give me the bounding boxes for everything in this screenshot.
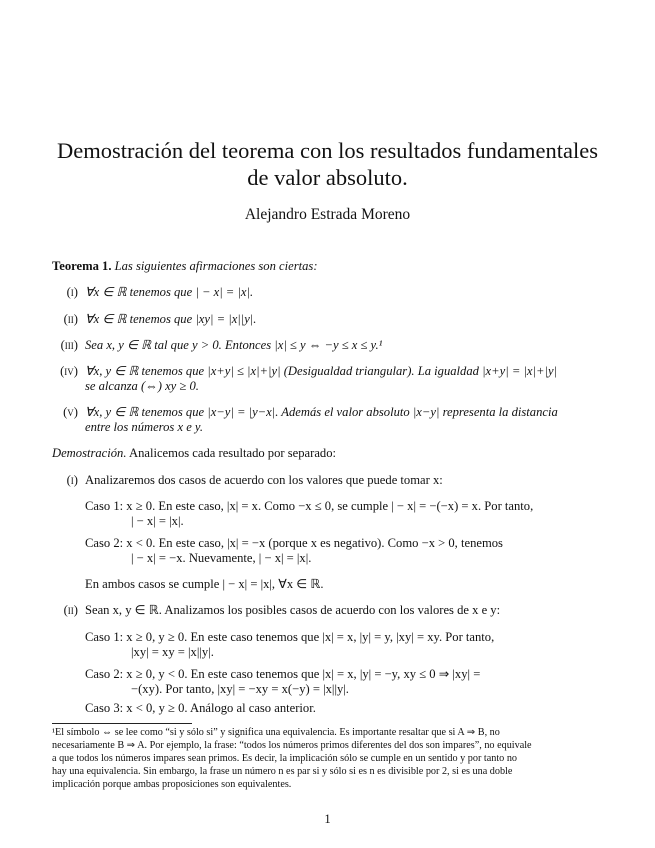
footnote-line-4: hay una equivalencia. Sin embargo, la frase un número n es par si y sólo si es n es divisible por 2, si es una doble [52, 766, 513, 777]
title-line-1: Demostración del teorema con los resultados fundamentales [56, 138, 599, 163]
footnote-line-5: implicación porque ambas proposiciones son equivalentes. [52, 779, 292, 790]
paper-title [40, 137, 615, 191]
footnote-rule [52, 723, 192, 724]
theorem-statement: Las siguientes afirmaciones son ciertas: [114, 259, 318, 273]
theorem-item-3: Sea x, y ∈ ℝ tal que y > 0. Entonces |x| ≤ y ⇔ −y ≤ x ≤ y.¹ [85, 338, 383, 352]
theorem-item-5-num: (v) [63, 405, 78, 419]
proof-1-conclusion: En ambos casos se cumple | − x| = |x|, ∀x ∈ ℝ. [85, 577, 324, 591]
proof-1-case-1-line-2: | − x| = |x|. [131, 514, 184, 528]
proof-2-case-1-line-2: |xy| = xy = |x||y|. [131, 645, 214, 659]
proof-1-case-2-line-2: | − x| = −x. Nuevamente, | − x| = |x|. [131, 551, 312, 565]
theorem-item-5-line-2: entre los números x e y. [85, 420, 203, 434]
proof-2-case-1-line-1: Caso 1: x ≥ 0, y ≥ 0. En este caso tenemos que |x| = x, |y| = y, |xy| = xy. Por tanto, [85, 630, 495, 644]
proof-1-case-2-line-1: Caso 2: x < 0. En este caso, |x| = −x (porque x es negativo). Como −x > 0, tenemos [85, 536, 503, 550]
proof-label: Demostración. [52, 446, 127, 460]
footnote-line-1: ¹El símbolo ⇔ se lee como “si y sólo si” y significa una equivalencia. Es importante resaltar que si A ⇒ B, no [52, 727, 500, 738]
theorem-label: Teorema 1. [52, 259, 112, 273]
proof-2-case-2-line-1: Caso 2: x ≥ 0, y < 0. En este caso tenemos que |x| = x, |y| = −y, xy ≤ 0 ⇒ |xy| = [85, 667, 481, 681]
proof-part-2-text: Sean x, y ∈ ℝ. Analizamos los posibles casos de acuerdo con los valores de x e y: [85, 603, 501, 617]
proof-part-2-num: (ii) [63, 603, 78, 617]
footnote-line-3: a que todos los números impares sean primos. Es decir, la implicación sólo se cumple en un sentido y por tanto no [52, 753, 518, 764]
theorem-item-3-num: (iii) [60, 338, 78, 352]
proof-1-case-1-line-1: Caso 1: x ≥ 0. En este caso, |x| = x. Como −x ≤ 0, se cumple | − x| = −(−x) = x. Por tanto, [85, 499, 534, 513]
title-line-2: de valor absoluto. [247, 165, 408, 190]
theorem-item-4-num: (iv) [60, 364, 78, 378]
theorem-item-5-line-1: ∀x, y ∈ ℝ tenemos que |x−y| = |y−x|. Además el valor absoluto |x−y| representa la distancia [85, 405, 558, 419]
page-number: 1 [324, 812, 331, 826]
proof-part-1-text: Analizaremos dos casos de acuerdo con los valores que puede tomar x: [85, 473, 443, 487]
proof-2-case-2-line-2: −(xy). Por tanto, |xy| = −xy = x(−y) = |x||y|. [131, 682, 349, 696]
theorem-item-2: ∀x ∈ ℝ tenemos que |xy| = |x||y|. [85, 312, 257, 326]
theorem-item-2-num: (ii) [63, 312, 78, 326]
theorem-item-1-num: (i) [66, 285, 78, 299]
theorem-item-4-line-2: se alcanza (⇔) xy ≥ 0. [85, 379, 199, 393]
theorem-heading [52, 258, 318, 274]
author-name: Alejandro Estrada Moreno [244, 206, 411, 223]
proof-intro: Analicemos cada resultado por separado: [128, 446, 337, 460]
footnote-line-2: necesariamente B ⇒ A. Por ejemplo, la frase: “todos los números primos diferentes del dos son impares”, no equivale [52, 740, 532, 751]
proof-heading [52, 445, 336, 461]
proof-part-1-num: (i) [66, 473, 78, 487]
theorem-item-4-line-1: ∀x, y ∈ ℝ tenemos que |x+y| ≤ |x|+|y| (Desigualdad triangular). La igualdad |x+y| = |x|+|y| [85, 364, 557, 378]
theorem-item-1: ∀x ∈ ℝ tenemos que | − x| = |x|. [85, 285, 254, 299]
proof-2-case-3: Caso 3: x < 0, y ≥ 0. Análogo al caso anterior. [85, 701, 316, 715]
